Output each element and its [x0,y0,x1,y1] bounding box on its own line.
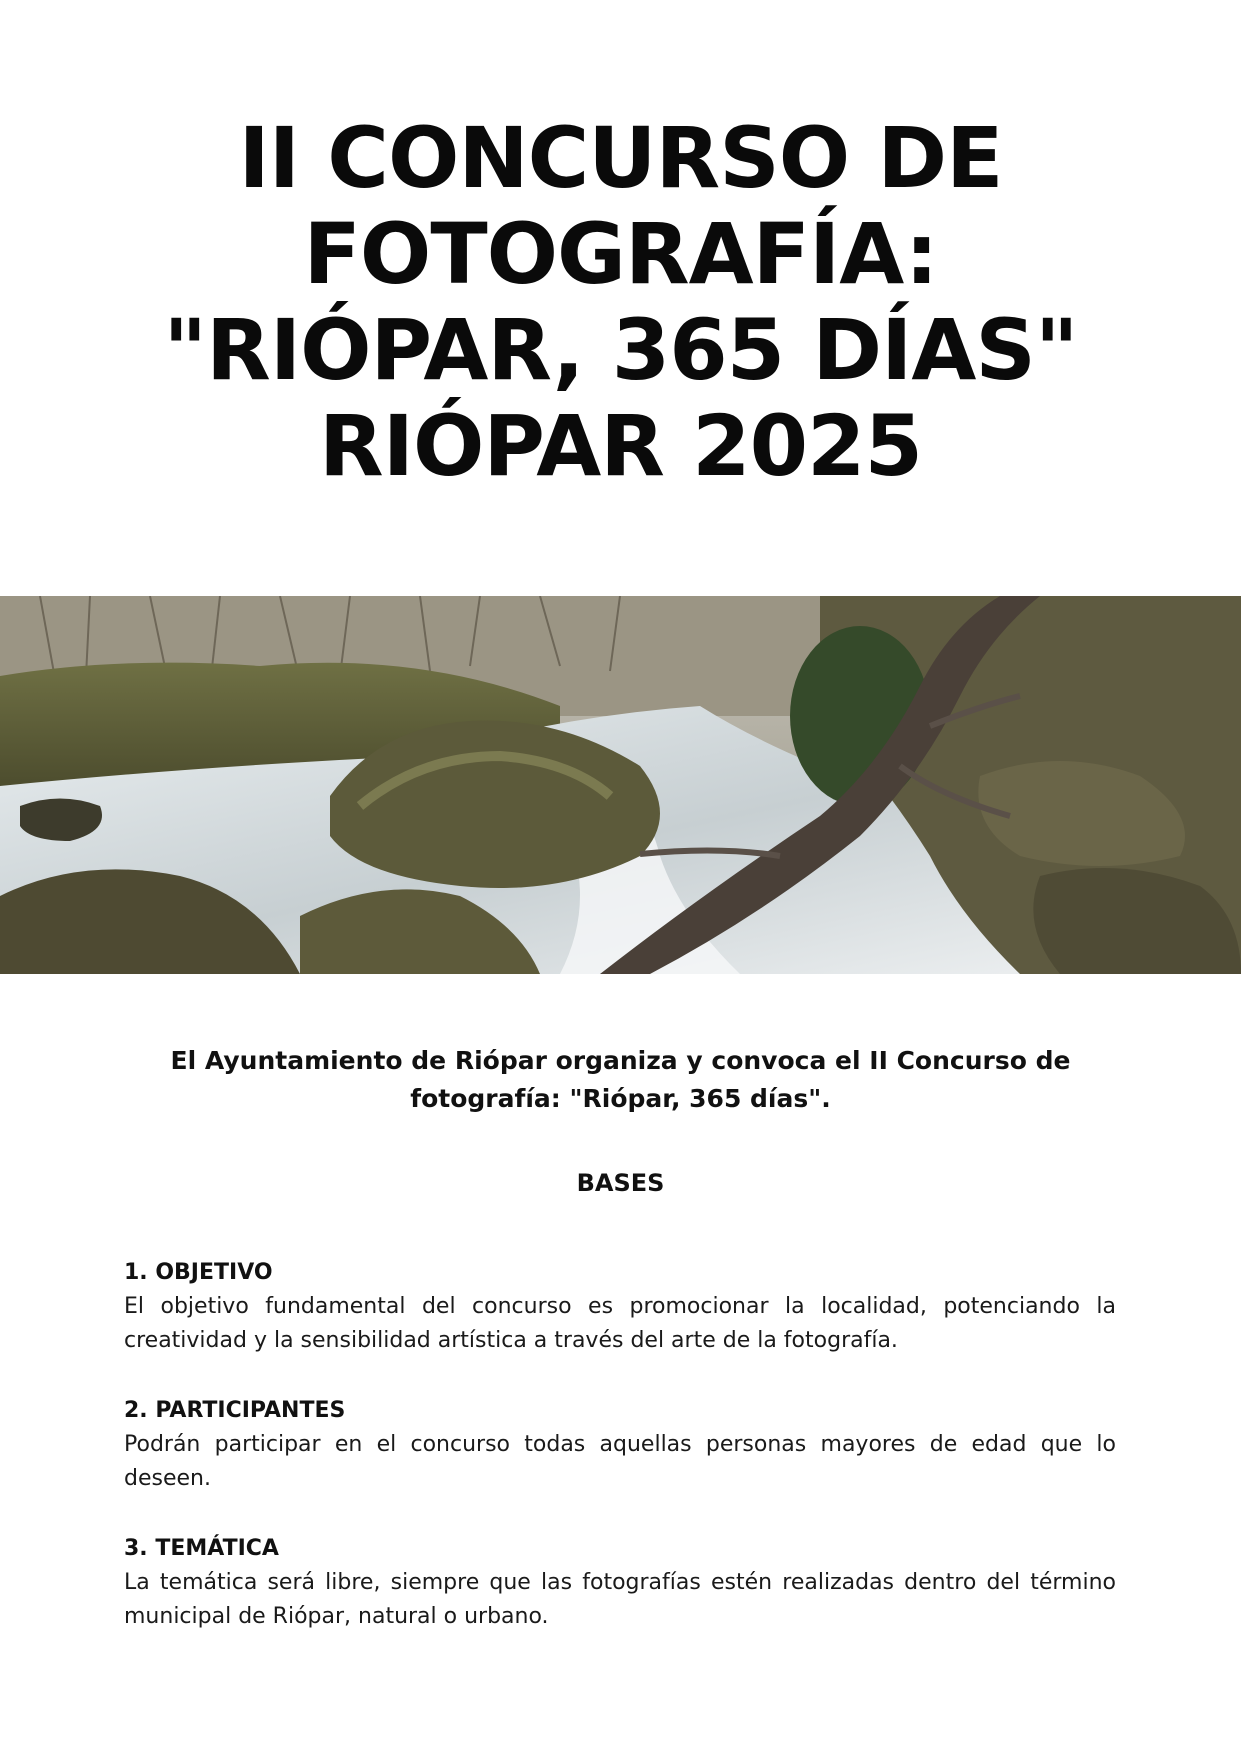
intro-text: El Ayuntamiento de Riópar organiza y convoca el II Concurso de fotografía: "Riópar, 365 días". [170,1046,1071,1113]
title-line-1: II CONCURSO DE [238,109,1003,207]
section-body: Podrán participar en el concurso todas aquellas personas mayores de edad que lo deseen. [124,1432,1116,1491]
poster-title [0,110,1241,494]
section-body: La temática será libre, siempre que las fotografías estén realizadas dentro del término municipal de Riópar, natural o urbano. [124,1570,1116,1629]
section-body: El objetivo fundamental del concurso es promocionar la localidad, potenciando la creatividad y la sensibilidad artística a través del arte de la fotografía. [124,1294,1116,1353]
title-line-4: RIÓPAR 2025 [319,397,922,495]
section-tematica [124,1532,1116,1634]
title-line-3: "RIÓPAR, 365 DÍAS" [163,301,1078,399]
river-photo [0,596,1241,974]
section-participantes [124,1394,1116,1496]
section-heading: 1. OBJETIVO [124,1260,273,1285]
section-heading: 3. TEMÁTICA [124,1536,279,1561]
title-line-2: FOTOGRAFÍA: [303,205,938,303]
section-objetivo [124,1256,1116,1358]
bases-heading: BASES [576,1169,665,1197]
section-heading: 2. PARTICIPANTES [124,1398,346,1423]
